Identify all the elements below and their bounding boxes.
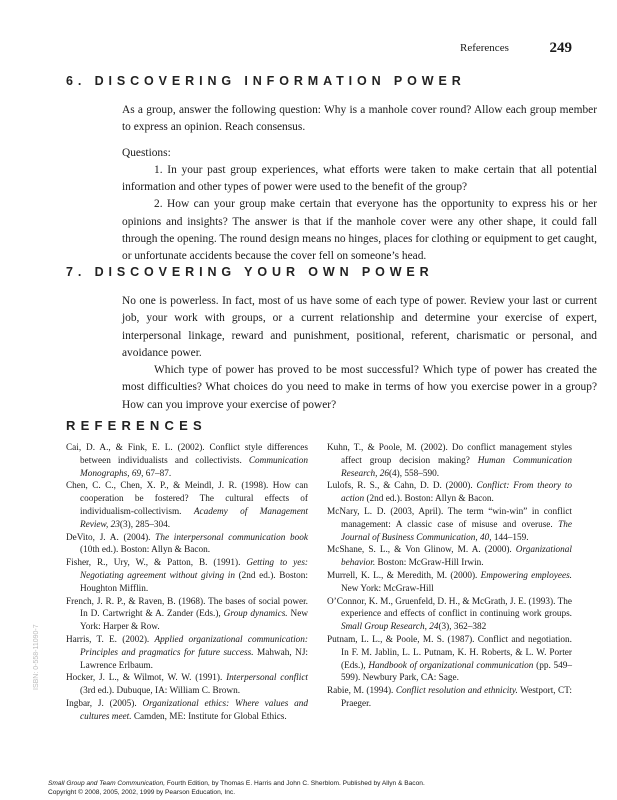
question-2: 2. How can your group make certain that everyone has the opportunity to express his or her opinions and insights? The answer is that if the manhole cover were any other shape, it could fall through the opening. The round design means no hinges, places for clothing or equipment to get caught, or unfortunate accidents because the cover fell on someone’s head.	[122, 198, 597, 263]
references-right-column	[327, 442, 572, 711]
footer-book-title: Small Group and Team Communication,	[48, 780, 166, 787]
reference-entry: Lulofs, R. S., & Cahn, D. D. (2000). Conflict: From theory to action (2nd ed.). Boston: Allyn & Bacon.	[327, 481, 572, 505]
reference-entry: McNary, L. D. (2003, April). The term “win-win” in conflict management: A classic case of misuse and overuse. The Journal of Business Communication, 40, 144–159.	[327, 506, 572, 543]
section-6-intro: As a group, answer the following question: Why is a manhole cover round? Allow each group member to express an opinion. Reach consensus.	[122, 104, 597, 134]
reference-entry: Chen, C. C., Chen, X. P., & Meindl, J. R. (1998). How can cooperation be fostered? The cultural effects of individualism-collectivism. Academy of Management Review, 23(3), 285–304.	[66, 481, 308, 530]
section-7-paragraph-2: Which type of power has proved to be most successful? Which type of power has created the most difficulties? What choices do you need to make in terms of how you exercise power in a group? How can you improve your exercise of power?	[122, 364, 597, 411]
reference-entry: McShane, S. L., & Von Glinow, M. A. (2000). Organizational behavior. Boston: McGraw-Hill Irwin.	[327, 545, 572, 569]
reference-entry: DeVito, J. A. (2004). The interpersonal communication book (10th ed.). Boston: Allyn & Bacon.	[66, 532, 309, 556]
section-6-body	[122, 102, 597, 266]
footer-line-2: Copyright © 2008, 2005, 2002, 1999 by Pearson Education, Inc.	[48, 788, 236, 796]
isbn-side-note: ISBN: 0-558-11090-7	[33, 624, 40, 690]
questions-label: Questions:	[122, 146, 171, 159]
section-7-paragraph-1: No one is powerless. In fact, most of us have some of each type of power. Review your last or current job, your work with groups, or a current relationship and determine your exercise of expert, interpersonal linkage, reward and punishment, positional, referent, charismatic or personal, and avoidance power.	[122, 295, 597, 359]
section-7-body	[122, 293, 597, 414]
copyright-footer	[48, 780, 425, 797]
reference-entry: Ingbar, J. (2005). Organizational ethics: Where values and cultures meet. Camden, ME: Institute for Global Ethics.	[66, 698, 309, 722]
running-header-title: References	[460, 42, 509, 54]
page-number: 249	[549, 40, 572, 56]
reference-entry: Cai, D. A., & Fink, E. L. (2002). Conflict style differences between individualists and collectivists. Communication Monographs, 69, 67–87.	[66, 443, 308, 479]
footer-line-1: Small Group and Team Communication, Fourth Edition, by Thomas E. Harris and John C. Sherblom. Published by Allyn & Bacon.	[48, 780, 425, 787]
section-7-heading: 7. DISCOVERING YOUR OWN POWER	[66, 265, 434, 279]
question-1: 1. In your past group experiences, what efforts were taken to make certain that all potential information and other types of power were used to the benefit of the group?	[122, 163, 597, 194]
reference-entry: Murrell, K. L., & Meredith, M. (2000). Empowering employees. New York: McGraw-Hill	[327, 570, 572, 594]
reference-entry: French, J. R. P., & Raven, B. (1968). The bases of social power. In D. Cartwright & A. Zander (Eds.), Group dynamics. New York: Harper & Row.	[66, 596, 308, 633]
reference-entry: Harris, T. E. (2002). Applied organizational communication: Principles and pragmatics for future success. Mahwah, NJ: Lawrence Erlbaum.	[66, 634, 308, 671]
reference-entry: Hocker, J. L., & Wilmot, W. W. (1991). Interpersonal conflict (3rd ed.). Dubuque, IA: William C. Brown.	[66, 673, 308, 697]
section-6-heading: 6. DISCOVERING INFORMATION POWER	[66, 74, 466, 88]
reference-entry: Fisher, R., Ury, W., & Patton, B. (1991). Getting to yes: Negotiating agreement without giving in (2nd ed.). Boston: Houghton Mifflin.	[66, 558, 308, 594]
reference-entry: O’Connor, K. M., Gruenfeld, D. H., & McGrath, J. E. (1993). The experience and effects of conflict in continuing work groups. Small Group Research, 24(3), 362–382	[327, 596, 572, 633]
reference-entry: Rabie, M. (1994). Conflict resolution and ethnicity. Westport, CT: Praeger.	[327, 686, 572, 709]
reference-entry: Putnam, L. L., & Poole, M. S. (1987). Conflict and negotiation. In F. M. Jablin, L. L. Putnam, K. H. Roberts, & L. W. Porter (Eds.), Handbook of organizational communication (pp. 549–599). Newbury Park, CA: Sage.	[327, 634, 572, 684]
reference-entry: Kuhn, T., & Poole, M. (2002). Do conflict management styles affect group decision making? Human Communication Research, 26(4), 558–590.	[327, 443, 572, 479]
references-heading: REFERENCES	[66, 418, 207, 433]
running-header	[460, 40, 572, 58]
references-left-column	[66, 442, 308, 724]
